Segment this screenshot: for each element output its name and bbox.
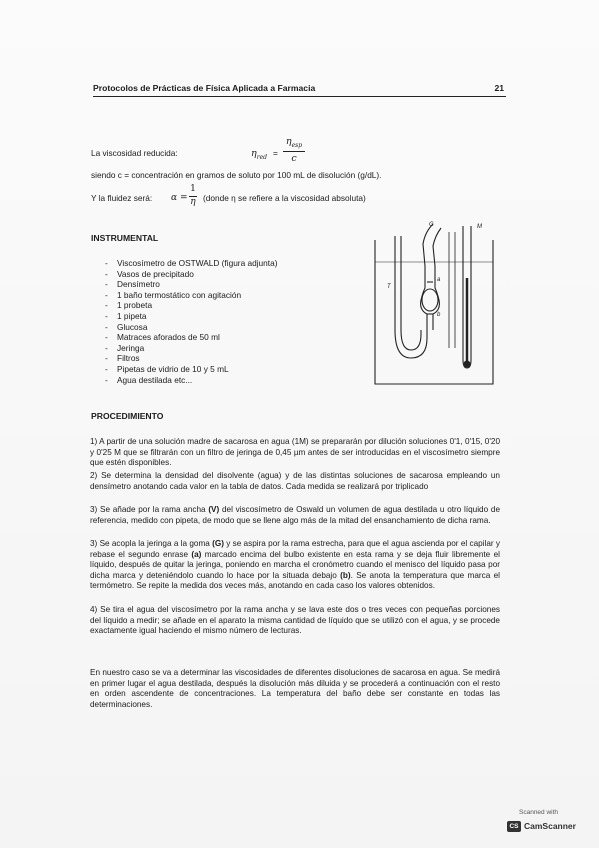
list-item: - 1 probeta [105,300,277,311]
narrow-arm-right [433,266,439,330]
step3b-label-a: (a) [191,549,202,559]
list-item: - 1 pipeta [105,311,277,322]
procedure-step-3b [90,539,500,592]
fluidity-denominator: η [190,197,196,207]
instrumental-list [105,258,277,385]
fluidity-note: (donde η se refiere a la viscosidad absoluta) [203,193,366,203]
step3b-text-e: marcado encima del bulbo existente en esta rama y se deja fluir libremente el líquido, después de quitar la jeringa, poniendo en marcha el cronómetro cuando el menisco del líquido pasa por dicha marca y deteniéndolo cuando lo hace por la situada debajo [90,549,500,580]
step3-label-v: (V) [208,505,220,514]
step3-text-a: 3) Se añade por la rama ancha [90,505,209,514]
fluidity-label: Y la fluidez será: [91,193,153,203]
reduced-viscosity-label: La viscosidad reducida: [91,148,178,158]
step3b-text-a: 3) Se acopla la jeringa a la goma [90,539,213,548]
bath-outline [375,240,493,384]
camscanner-logo-icon: CS [507,821,521,832]
ostwald-viscometer-figure [367,218,499,390]
rubber-tube-right [433,228,441,266]
procedure-step-4: 4) Se tira el agua del viscosímetro por la rama ancha y se lava este dos o tres veces con pequeñas porciones del líquido a medir; se añade en el aparato la misma cantidad de líquido que se utilizó con el agua, y se procede exactamente igual haciendo el mismo número de lecturas. [90,605,500,635]
list-item: - Pipetas de vidrio de 10 y 5 mL [105,364,277,375]
list-item: - Densímetro [105,279,277,290]
list-item: - Matraces aforados de 50 ml [105,332,277,343]
label-a: a [437,277,441,283]
label-t: T [387,284,391,290]
step3b-label-b: (b) [340,570,351,580]
instrumental-heading: INSTRUMENTAL [91,233,159,243]
esp-subscript: esp [291,141,303,149]
red-subscript: red [256,153,267,161]
fraction-bar [283,151,305,152]
fluidity-fraction [188,184,198,212]
reduced-viscosity-fraction [282,136,306,168]
eta-symbol: η [251,148,257,159]
fluidity-numerator: 1 [190,184,196,194]
measuring-bulb [422,289,438,311]
procedure-step-3 [90,505,500,526]
fraction-denominator: c [291,153,297,164]
procedure-step-2: 2) Se determina la densidad del disolvente (agua) y de las distintas soluciones de sacarosa empleando un densímetro anotando cada valor en la tabla de datos. Cada medida se realizará por triplicado [90,471,500,491]
numerator-eta: η [285,136,292,147]
camscanner-name: CamScanner [524,821,576,831]
step3b-text-g: . Se anota la temperatura que marca el termómetro. Se repite la medida dos veces más, anotando en cada caso los valores obtenidos. [90,570,501,590]
fraction-numerator [282,136,306,149]
step3b-label-g: (G) [212,539,224,548]
list-item: - Jeringa [105,343,277,354]
thermometer-bulb [464,361,471,368]
scanned-with-text: Scanned with [519,809,559,816]
list-item: - Filtros [105,353,277,364]
label-g: G [429,222,434,228]
camscanner-watermark [505,809,585,837]
procedure-step-1: 1) A partir de una solución madre de sacarosa en agua (1M) se prepararán por dilución soluciones 0'1, 0'15, 0'20 y 0'25 M que se filtrarán con un filtro de jeringa de 0,45 µm antes de ser introducidas en el viscosímetro siempre que estén disponibles. [90,437,500,467]
header-title: Protocolos de Prácticas de Física Aplicada a Farmacia [93,83,316,93]
list-item: - Viscosímetro de OSTWALD (figura adjunta) [105,258,277,269]
list-item: - Vasos de precipitado [105,269,277,280]
procedure-closing: En nuestro caso se va a determinar las viscosidades de diferentes disoluciones de sacarosa en agua. Se medirá en primer lugar el agua destilada, después la disolución más diluida y se procederá a continuación con el resto en orden ascendente de concentraciones. La temperatura del baño debe ser constante en todas las determinaciones. [90,668,500,709]
wide-arm-inner [401,236,421,350]
narrow-arm-left [421,266,427,330]
label-b: b [437,312,441,318]
rubber-tube-left [423,224,433,266]
step3b-text-c: y se aspira por la rama estrecha, para que el agua ascienda por el capilar y rebase el segundo enrase [90,539,500,559]
concentration-definition: siendo c = concentración en gramos de soluto por 100 mL de disolución (g/dL). [91,170,382,180]
page-number: 21 [494,83,504,93]
list-item: - 1 baño termostático con agitación [105,290,277,301]
list-item: - Glucosa [105,322,277,333]
procedimiento-heading: PROCEDIMIENTO [91,411,164,421]
stirrer-rod [449,232,455,348]
fluidity-lhs: α = [171,193,188,203]
equals-sign: = [273,148,278,158]
list-item: - Agua destilada etc... [105,375,277,386]
step3-text-c: del viscosímetro de Oswald un volumen de agua destilada u otro líquido de referencia, medido con pipeta, de modo que se llene algo más de la mitad del ensanchamiento de dicha rama. [90,505,500,525]
page-header [93,80,506,97]
reduced-viscosity-lhs [251,148,267,163]
label-m: M [477,224,482,230]
